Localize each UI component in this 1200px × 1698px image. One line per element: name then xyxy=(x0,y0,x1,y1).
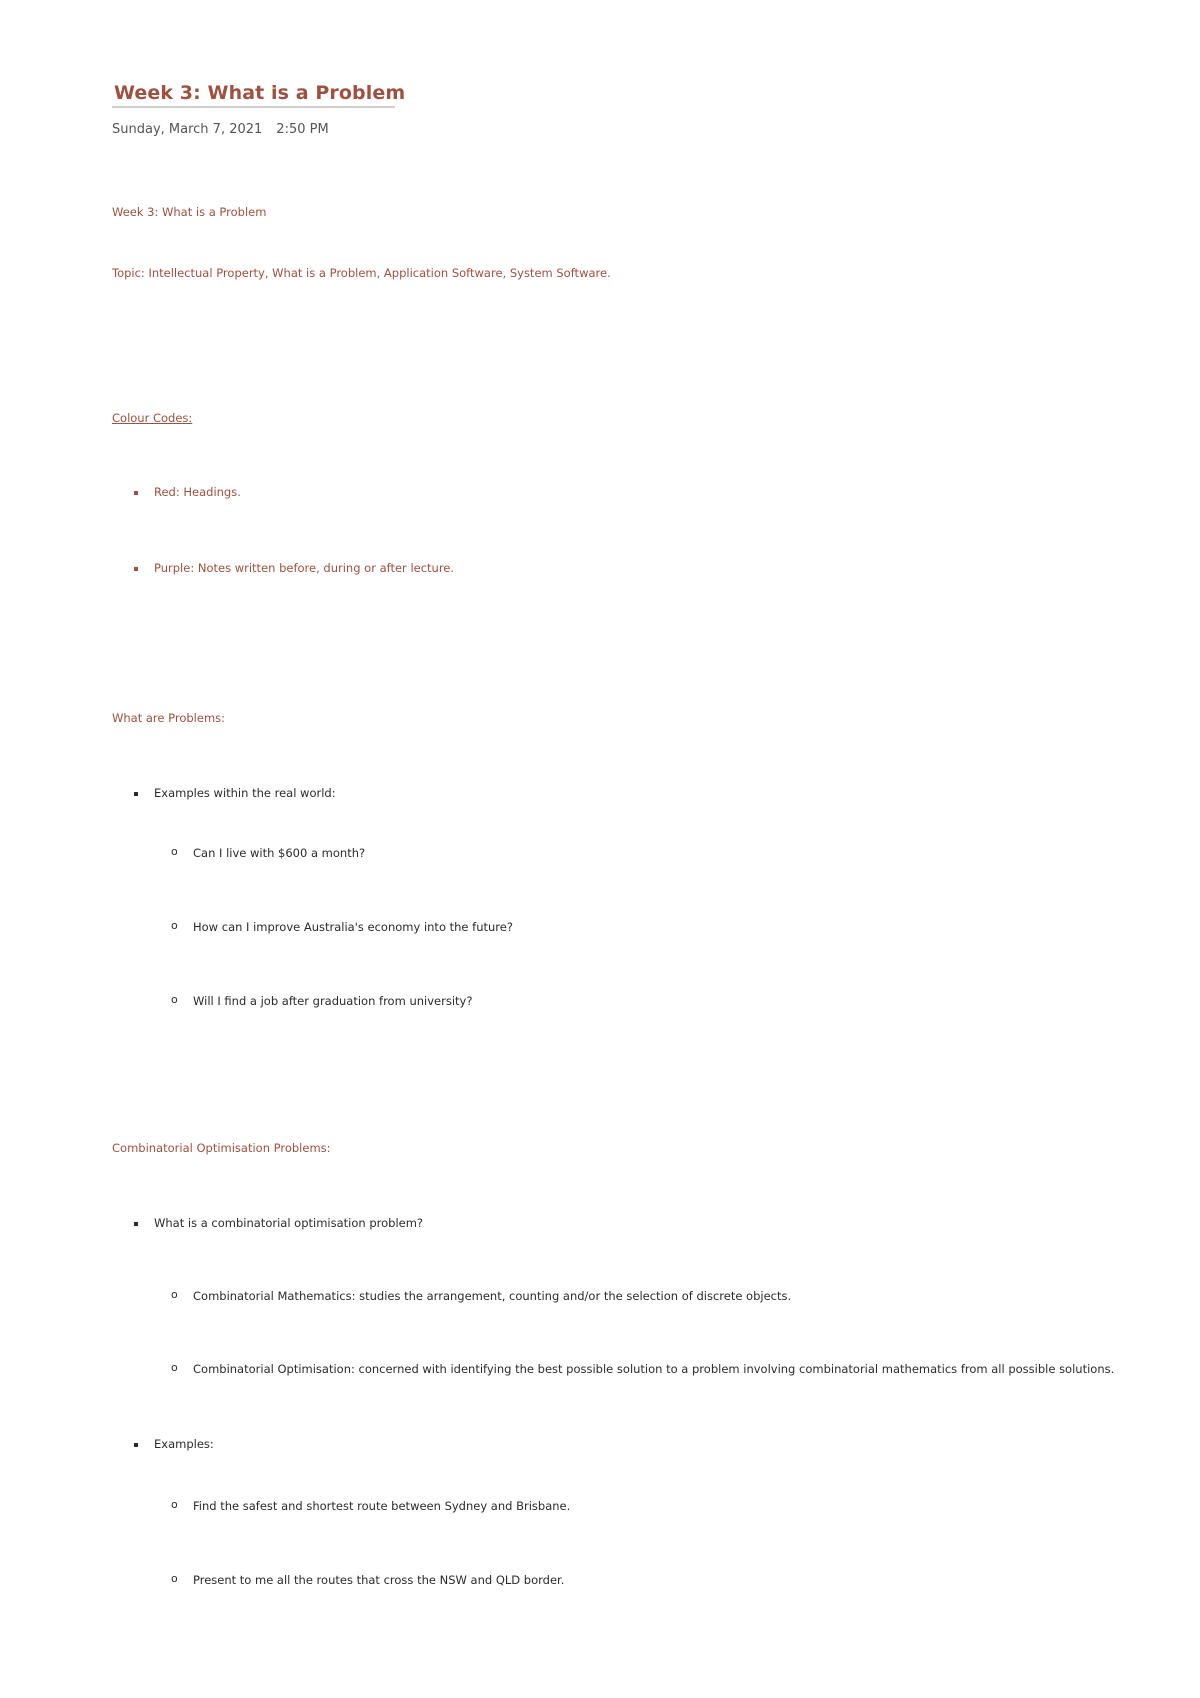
problem-example-3: Will I find a job after graduation from university? xyxy=(193,994,473,1008)
combinatorial-bullet: What is a combinatorial optimisation problem? xyxy=(154,1216,424,1230)
combinatorial-def-2: Combinatorial Optimisation: concerned with identifying the best possible solution to a problem involving combinatorial mathematics from all possible solutions. xyxy=(193,1362,1115,1376)
page-datetime xyxy=(112,122,329,137)
bullet-circle-icon: o xyxy=(171,1498,178,1511)
bullet-circle-icon: o xyxy=(171,845,178,858)
bullet-square-icon xyxy=(134,1443,138,1447)
bullet-square-icon xyxy=(134,1222,138,1226)
topic-line: Topic: Intellectual Property, What is a Problem, Application Software, System Software. xyxy=(112,266,611,280)
problems-bullet: Examples within the real world: xyxy=(154,786,336,800)
bullet-circle-icon: o xyxy=(171,993,178,1006)
page-time: 2:50 PM xyxy=(276,122,329,137)
page-date: Sunday, March 7, 2021 xyxy=(112,122,263,137)
example-2: Present to me all the routes that cross the NSW and QLD border. xyxy=(193,1573,565,1587)
bullet-circle-icon: o xyxy=(171,1288,178,1301)
bullet-circle-icon: o xyxy=(171,919,178,932)
page-title[interactable]: Week 3: What is a Problem xyxy=(114,82,406,104)
colour-code-purple: Purple: Notes written before, during or after lecture. xyxy=(154,561,455,575)
combinatorial-heading: Combinatorial Optimisation Problems: xyxy=(112,1141,331,1155)
bullet-square-icon xyxy=(134,792,138,796)
problem-example-1: Can I live with $600 a month? xyxy=(193,846,366,860)
what-are-problems-heading: What are Problems: xyxy=(112,711,226,725)
week-heading: Week 3: What is a Problem xyxy=(112,205,267,219)
colour-codes-heading: Colour Codes: xyxy=(112,411,193,425)
bullet-square-icon xyxy=(134,567,138,571)
title-underline xyxy=(112,106,395,108)
bullet-circle-icon: o xyxy=(171,1572,178,1585)
problem-example-2: How can I improve Australia's economy into the future? xyxy=(193,920,513,934)
bullet-circle-icon: o xyxy=(171,1361,178,1374)
colour-code-red: Red: Headings. xyxy=(154,485,241,499)
examples-bullet: Examples: xyxy=(154,1437,214,1451)
combinatorial-def-1: Combinatorial Mathematics: studies the arrangement, counting and/or the selection of discrete objects. xyxy=(193,1289,792,1303)
bullet-square-icon xyxy=(134,491,138,495)
example-1: Find the safest and shortest route between Sydney and Brisbane. xyxy=(193,1499,571,1513)
